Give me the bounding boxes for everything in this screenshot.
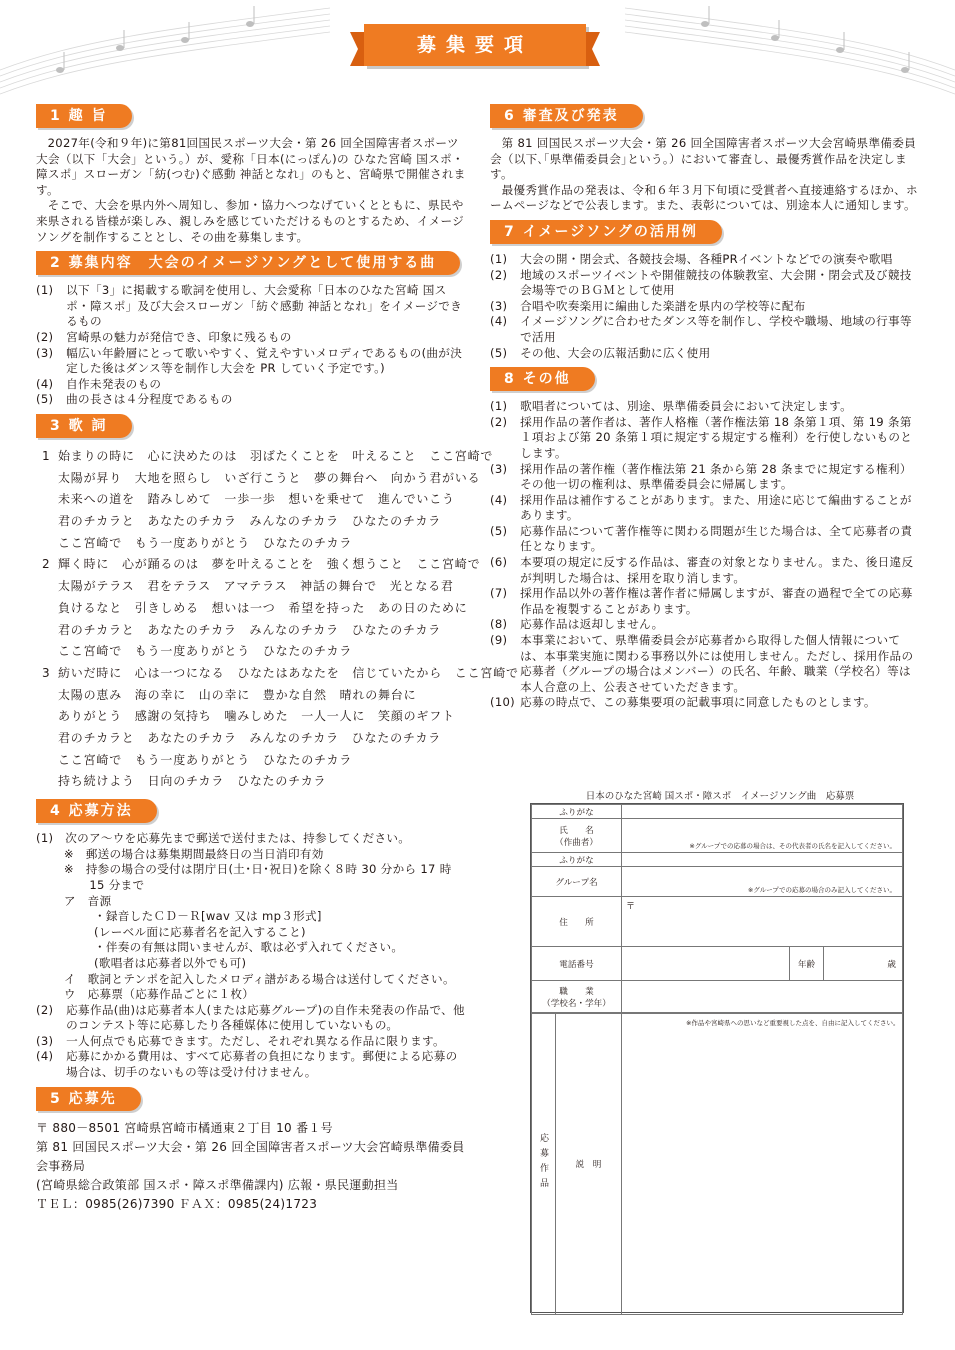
form-label: 年齢 bbox=[790, 947, 824, 981]
sub-detail: ・録音したＣＤ－Ｒ[wav 又は mp３形式] bbox=[94, 909, 322, 924]
name-note: ※グループでの応募の場合は、その代表者の氏名を記入してください。 bbox=[689, 842, 896, 850]
group-name-field[interactable] bbox=[622, 867, 903, 897]
address-line: 〒 880－8501 宮崎県宮崎市橘通東２丁目 10 番１号 bbox=[36, 1120, 333, 1135]
section-usage bbox=[490, 220, 920, 361]
sub-item-u: ウ 応募票（応募作品ごとに１枚） bbox=[63, 987, 255, 1002]
section-lyrics bbox=[36, 414, 519, 793]
lyric-line: ここ宮崎で もう一度ありがとう ひなたのチカラ bbox=[58, 752, 353, 767]
right-column bbox=[490, 104, 920, 717]
form-label: 職 業 （学校名・学年） bbox=[532, 981, 622, 1013]
list-item: (1) 歌唱者については、別途、県準備委員会において決定します。 bbox=[490, 399, 853, 414]
list-item: (3) 幅広い年齢層にとって歌いやすく、覚えやすいメロディであるもの(曲が決定した後はダンス等を制作し大会を PR していく予定です。) bbox=[36, 345, 463, 376]
phone-field[interactable] bbox=[622, 947, 790, 981]
age-field[interactable] bbox=[824, 947, 903, 981]
list-item: (5) 応募作品について著作権等に関わる問題が生じた場合は、全て応募者の責任となります。 bbox=[490, 523, 913, 554]
note: ※ 持参の場合の受付は閉庁日(土･日･祝日)を除く８時 30 分から 17 時 15 分まで bbox=[63, 862, 452, 892]
form-label: ふりがな bbox=[532, 805, 622, 819]
sub-detail: (歌唱者は応募者以外でも可) bbox=[94, 955, 247, 970]
section-review bbox=[490, 104, 920, 214]
music-staff-decoration-right bbox=[625, 0, 955, 110]
postal-mark: 〒 bbox=[626, 902, 636, 912]
paragraph: そこで、大会を県内外へ周知し、参加・協力へつなげていくとともに、県民や来県される皆様が楽しみ、親しみを感じていただけるものとするため、イメージソングを制作することとし、その曲を募集します。 bbox=[36, 198, 465, 244]
lyric-line: 太陽がテラス 君をテラス アマテラス 神話の舞台で 光となる君 bbox=[58, 579, 454, 594]
age-unit: 歳 bbox=[887, 959, 896, 970]
section-heading: 6 審査及び発表 bbox=[490, 104, 643, 128]
paragraph: 2027年(令和９年)に第81回国民スポーツ大会・第 26 回全国障害者スポーツ大会（以下「大会」という。）が、愛称「日本(にっぽん)の ひなた宮崎 国スポ・障スポ」スローガン「紡(つむ)ぐ感動 神話となれ」のもと、宮崎県で開催されます。 bbox=[36, 136, 466, 197]
sub-detail: ・伴奏の有無は問いませんが、歌は必ず入れてください。 bbox=[94, 940, 404, 955]
list-item: (2) 採用作品の著作者は、著作人格権（著作権法第 18 条第１項、第 19 条第１項および第 20 条第１項に規定する規定する権利）を行使しないものとします。 bbox=[490, 414, 913, 460]
list-item: (4) 採用作品は補作することがあります。また、用途に応じて編曲することがあります。 bbox=[490, 492, 912, 523]
lyric-line: 君のチカラと あなたのチカラ みんなのチカラ ひなたのチカラ bbox=[58, 731, 442, 746]
form-label: 説 明 bbox=[556, 1014, 622, 1315]
lyric-line: 3 紡いだ時に 心は一つになる ひなたはあなたを 信じていたから ここ宮崎で bbox=[42, 665, 519, 680]
list-item: (3) 一人何点でも応募できます。ただし、それぞれ異なる作品に限ります。 bbox=[36, 1033, 445, 1048]
group-note: ※グループでの応募の場合のみ記入してください。 bbox=[747, 886, 896, 894]
sub-item-i: イ 歌詞とテンポを記入したメロディ譜がある場合は送付してください。 bbox=[63, 971, 455, 986]
section-how-to-apply bbox=[36, 799, 466, 1081]
list-item: (4) 応募にかかる費用は、すべて応募者の負担になります。郵便による応募の場合は、切手のないもの等は受け付けません。 bbox=[36, 1049, 458, 1080]
lyric-line: 持ち続けよう 日向のチカラ ひなたのチカラ bbox=[58, 774, 327, 789]
section-purpose bbox=[36, 104, 466, 245]
group-furigana-field[interactable] bbox=[622, 853, 903, 867]
list-item: (1) 大会の開・閉会式、各競技会場、各種PRイベントなどでの演奏や歌唱 bbox=[490, 251, 893, 266]
list-item: (2) 地域のスポーツイベントや開催競技の体験教室、大会開・閉会式及び競技会場等でのＢＧＭとして使用 bbox=[490, 267, 912, 298]
list-item: (2) 宮崎県の魅力が発信でき、印象に残るもの bbox=[36, 329, 292, 344]
section-contact bbox=[36, 1087, 466, 1214]
form-label: 住 所 bbox=[532, 897, 622, 947]
address-field[interactable] bbox=[622, 897, 903, 947]
page-title: 募集要項 bbox=[364, 24, 586, 66]
section-heading: 1 趣 旨 bbox=[36, 104, 132, 128]
lyric-line: 君のチカラと あなたのチカラ みんなのチカラ ひなたのチカラ bbox=[58, 514, 442, 529]
contact-phone: ＴＥＬ：0985(26)7390 ＦＡＸ：0985(24)1723 bbox=[36, 1196, 318, 1211]
list-item: (3) 合唱や吹奏楽用に編曲した楽譜を県内の学校等に配布 bbox=[490, 298, 806, 313]
form-label: ふりがな bbox=[532, 853, 622, 867]
section-heading: 8 その他 bbox=[490, 367, 595, 391]
list-item: (5) 曲の長さは４分程度であるもの bbox=[36, 392, 233, 407]
sub-item-a: ア 音源 bbox=[63, 893, 112, 908]
form-label: 応募作品 bbox=[532, 1014, 556, 1315]
left-column bbox=[36, 104, 519, 1220]
lyric-line: 君のチカラと あなたのチカラ みんなのチカラ ひなたのチカラ bbox=[58, 622, 442, 637]
list-item: (10) 応募の時点で、この募集要項の記載事項に同意したものとします。 bbox=[490, 695, 876, 710]
section-heading: 4 応募方法 bbox=[36, 799, 157, 823]
paragraph: 第 81 回国民スポーツ大会・第 26 回全国障害者スポーツ大会宮崎県準備委員会（以下､｢県準備委員会｣という。）において審査し、最優秀賞作品を決定します。 bbox=[490, 136, 917, 182]
lyric-line: ここ宮崎で もう一度ありがとう ひなたのチカラ bbox=[58, 535, 353, 550]
section-heading: 3 歌 詞 bbox=[36, 414, 132, 438]
list-item: (2) 応募作品(曲)は応募者本人(または応募グループ)の自作未発表の作品で、他のコンテスト等に応募したり各種媒体に使用していないもの。 bbox=[36, 1002, 465, 1033]
explanation-field[interactable] bbox=[622, 1014, 903, 1315]
lyric-line: ありがとう 感謝の気持ち 噛みしめた 一人一人に 笑顔のギフト bbox=[58, 709, 455, 724]
name-field[interactable] bbox=[622, 819, 903, 853]
explanation-note: ※作品や宮崎県への思いなど重要視した点を、自由に記入してください。 bbox=[686, 1019, 900, 1027]
list-item: (8) 応募作品は返却しません。 bbox=[490, 617, 664, 632]
list-item: (9) 本事業において、県準備委員会が応募者から取得した個人情報については、本事業実施に関わる事務以外には使用しません。ただし、採用作品の応募者（グループの場合はメンバー）の氏名、年齢、職業（学校名）等は本人合意の上、公表させていただきます。 bbox=[490, 633, 914, 694]
lyric-line: 負けるなと 引きしめる 想いは一つ 希望を持った あの日のために bbox=[58, 600, 468, 615]
form-label: 電話番号 bbox=[532, 947, 622, 981]
list-item: (4) 自作未発表のもの bbox=[36, 376, 162, 391]
sub-detail: (レーベル面に応募者名を記入すること) bbox=[94, 924, 306, 939]
list-item: (1) 以下「3」に掲載する歌詞を使用し、大会愛称「日本のひなた宮崎 国スポ・障スポ」及び大会スローガン「紡ぐ感動 神話となれ」をイメージできるもの bbox=[36, 283, 463, 329]
lyric-line: 太陽の恵み 海の幸に 山の幸に 豊かな自然 晴れの舞台に bbox=[58, 687, 417, 702]
list-item: (5) その他、大会の広報活動に広く使用 bbox=[490, 345, 711, 360]
note: ※ 郵送の場合は募集期間最終日の当日消印有効 bbox=[63, 846, 324, 861]
address-line: 第 81 回国民スポーツ大会・第 26 回全国障害者スポーツ大会宮崎県準備委員会事務局 bbox=[36, 1139, 465, 1173]
section-heading: 7 イメージソングの活用例 bbox=[490, 220, 722, 244]
section-content bbox=[36, 251, 466, 408]
lyric-line: 1 始まりの時に 心に決めたのは 羽ばたくことを 叶えること ここ宮崎で bbox=[42, 448, 494, 463]
list-item: (6) 本要項の規定に反する作品は、審査の対象となりません。また、後日違反が判明した場合は、採用を取り消します。 bbox=[490, 555, 914, 585]
form-title: 日本のひなた宮崎 国スポ・障スポ イメージソング曲 応募票 bbox=[585, 791, 855, 802]
occupation-field[interactable] bbox=[622, 981, 903, 1013]
lyric-line: 太陽が昇り 大地を照らし いざ行こうと 夢の舞台へ 向かう君がいる bbox=[58, 470, 481, 485]
form-label: グループ名 bbox=[532, 867, 622, 897]
list-item: (7) 採用作品以外の著作権は著作者に帰属しますが、審査の過程で全ての応募作品を複製することがあります。 bbox=[490, 586, 913, 616]
application-form bbox=[530, 803, 904, 1313]
lyric-line: ここ宮崎で もう一度ありがとう ひなたのチカラ bbox=[58, 644, 353, 659]
music-staff-decoration-left bbox=[0, 0, 330, 110]
name-furigana-field[interactable] bbox=[622, 805, 903, 819]
form-label: 氏 名 （作曲者） bbox=[532, 819, 622, 853]
lyric-line: 未来への道を 踏みしめて 一歩一歩 想いを乗せて 進んでいこう bbox=[58, 492, 455, 507]
section-other bbox=[490, 367, 920, 711]
section-heading: 5 応募先 bbox=[36, 1087, 141, 1111]
list-item: (3) 採用作品の著作権（著作権法第 21 条から第 28 条までに規定する権利）その他一切の権利は、県準備委員会に帰属します。 bbox=[490, 461, 912, 492]
paragraph: 最優秀賞作品の発表は、令和６年３月下旬頃に受賞者へ直接連絡するほか、ホームページなどで公表します。また、表彰については、別途本人に通知します。 bbox=[490, 182, 918, 213]
address-line: (宮崎県総合政策部 国スポ・障スポ準備課内) 広報・県民運動担当 bbox=[36, 1177, 399, 1192]
section-heading: 2 募集内容 大会のイメージソングとして使用する曲 bbox=[36, 251, 460, 275]
list-item: (4) イメージソングに合わせたダンス等を制作し、学校や職場、地域の行事等で活用 bbox=[490, 314, 912, 344]
lyric-line: 2 輝く時に 心が踊るのは 夢を叶えることを 強く想うこと ここ宮崎で bbox=[42, 557, 481, 572]
list-item: (1) 次のア～ウを応募先まで郵送で送付または、持参してください。 bbox=[36, 831, 411, 846]
